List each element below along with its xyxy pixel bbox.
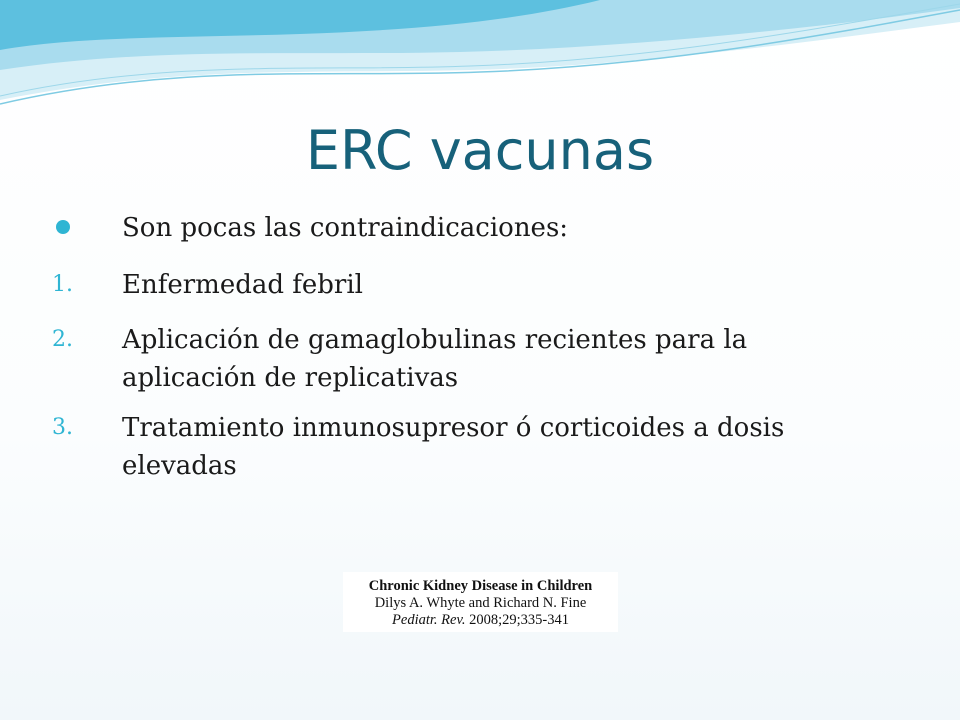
citation-authors: Dilys A. Whyte and Richard N. Fine — [374, 595, 587, 611]
citation-source — [343, 612, 618, 629]
list-item-text-continued: aplicación de replicativas — [122, 363, 459, 393]
list-item-text: Aplicación de gamaglobulinas recientes para la — [122, 325, 748, 355]
list-item-text: Enfermedad febril — [122, 270, 363, 300]
citation-box — [343, 572, 618, 632]
list-item-number: 2. — [52, 327, 73, 352]
slide-title: ERC vacunas — [305, 119, 655, 182]
list-item-number: 3. — [52, 415, 73, 440]
list-item-text-continued: elevadas — [122, 451, 237, 481]
bullet-icon — [56, 220, 70, 234]
citation-journal: Pediatr. Rev. — [392, 612, 466, 628]
citation-title: Chronic Kidney Disease in Children — [368, 578, 593, 594]
header-wave-decoration — [0, 0, 960, 120]
intro-text: Son pocas las contraindicaciones: — [122, 213, 569, 243]
list-item-text: Tratamiento inmunosupresor ó corticoides a dosis — [122, 413, 785, 443]
citation-reference: 2008;29;335-341 — [465, 612, 569, 628]
list-item-number: 1. — [52, 272, 73, 297]
